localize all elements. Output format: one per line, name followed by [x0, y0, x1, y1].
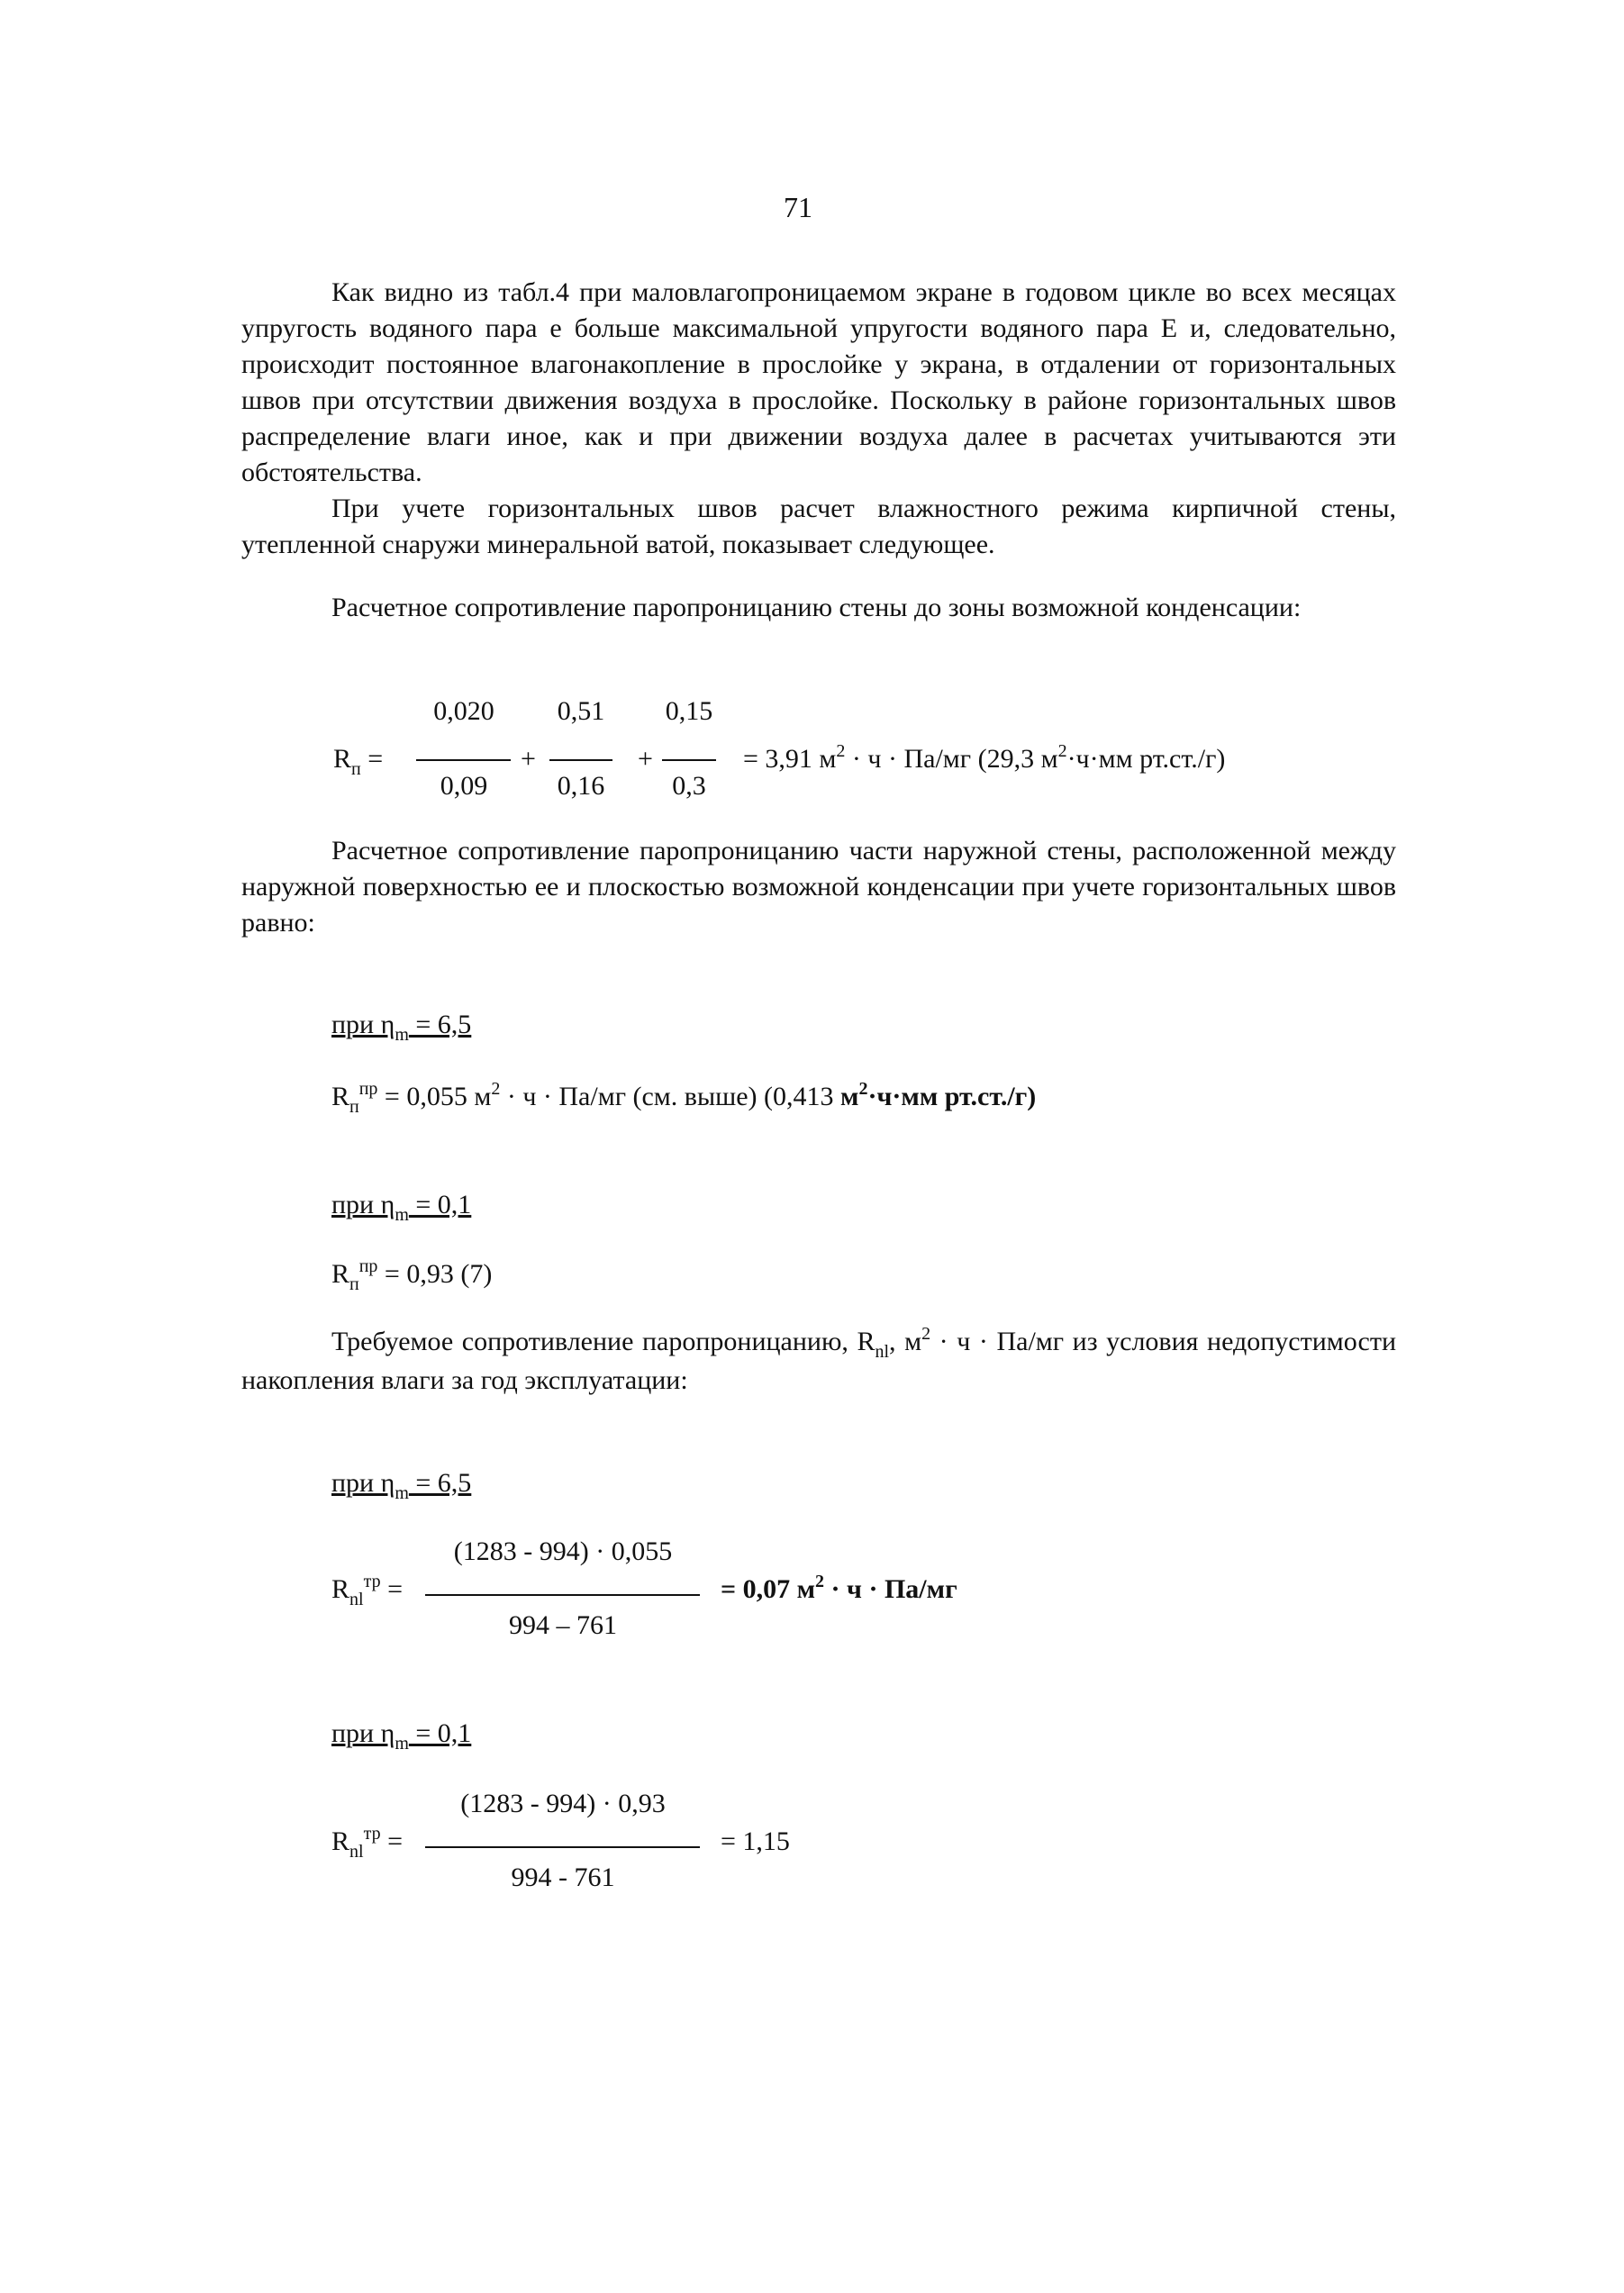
paragraph-horizontal-seams [241, 491, 1396, 563]
case3-label: при $\eta_m = 6,5$ [331, 1468, 472, 1503]
fraction-bar [549, 759, 612, 761]
case4-denominator: 994 - 761 [511, 1862, 615, 1892]
formula1-lhs: $R_п$ = [333, 744, 384, 779]
page-number: 71 [784, 191, 812, 223]
paragraph-text: Как видно из табл.4 при маловлагопроницаемом экране в годовом цикле во всех месяцах упругость водяного пара е больше максимальной упругости водяного пара Е и, следовательно, происходит постоянное влагонакопление в прослойке у экрана, в отдалении от горизонтальных швов при отсутствии движения воздуха в прослойке. Поскольку в районе горизонтальных швов распределение влаги иное, как и при движении воздуха далее в расчетах учитываются эти обстоятельства. [241, 277, 1396, 487]
plus-sign: + [638, 744, 653, 774]
fraction-bar [416, 759, 511, 761]
case1-label: при $\eta_m = 6,5$ [331, 1010, 472, 1045]
paragraph-text: Расчетное сопротивление паропроницанию стены до зоны возможной конденсации: [331, 593, 1302, 622]
paragraph-design-resistance [241, 590, 1396, 626]
case2-label: при $\eta_m = 0,1$ [331, 1190, 472, 1225]
case3-denominator: 994 – 761 [509, 1610, 617, 1640]
paragraph-table-conclusion [241, 275, 1396, 491]
formula1-den1: 0,09 [440, 771, 488, 801]
formula1-num3: 0,15 [665, 696, 713, 726]
case3-numerator: (1283 - 994) · 0,055 [453, 1536, 673, 1566]
case4-label: при $\eta_m = 0,1$ [331, 1718, 472, 1754]
formula1-num1: 0,020 [433, 696, 494, 726]
plus-sign: + [521, 744, 536, 774]
paragraph-text: Расчетное сопротивление паропроницанию части наружной стены, расположенной между наружной поверхностью ее и плоскостью возможной конденсации при учете горизонтальных швов равно: [241, 836, 1396, 938]
fraction-bar [425, 1846, 700, 1848]
paragraph-required-resistance: Требуемое сопротивление паропроницанию, $R_{nl}$, $м^2 \cdot ч \cdot Па/мг$ из условия недопустимости накопления влаги за год эксплуатации: [241, 1324, 1396, 1395]
fraction-bar [662, 759, 716, 761]
case4-result: = 1,15 [721, 1826, 790, 1856]
formula1-den3: 0,3 [672, 771, 706, 801]
fraction-bar [425, 1594, 700, 1596]
case3-result: = 0,07 $м^2 \cdot ч \cdot Па/мг$ [721, 1572, 957, 1604]
formula1-result: = 3,91 $м^2 \cdot ч \cdot Па/мг$ (29,3 $м^2\cdot ч\cdot мм$ рт.ст./г) [743, 741, 1226, 774]
paragraph-outer-part [241, 833, 1396, 941]
case3-lhs: $R_{nl}^{тр}$ = [331, 1572, 403, 1609]
formula1-num2: 0,51 [557, 696, 605, 726]
case1-formula: $R_п^{пр} = 0,055$ $м^2 \cdot ч \cdot Па/мг$ (см. выше) (0,413 $м^2\cdot ч\cdot мм$ рт.ст./г) [331, 1079, 1037, 1117]
case2-formula: $R_п^{пр} = 0,93$ (7) [331, 1256, 493, 1294]
paragraph-text: При учете горизонтальных швов расчет влажностного режима кирпичной стены, утепленной снаружи минеральной ватой, показывает следующее. [241, 494, 1396, 559]
formula1-den2: 0,16 [557, 771, 605, 801]
case4-numerator: (1283 - 994) · 0,93 [460, 1789, 666, 1818]
case4-lhs: $R_{nl}^{тр}$ = [331, 1824, 403, 1862]
